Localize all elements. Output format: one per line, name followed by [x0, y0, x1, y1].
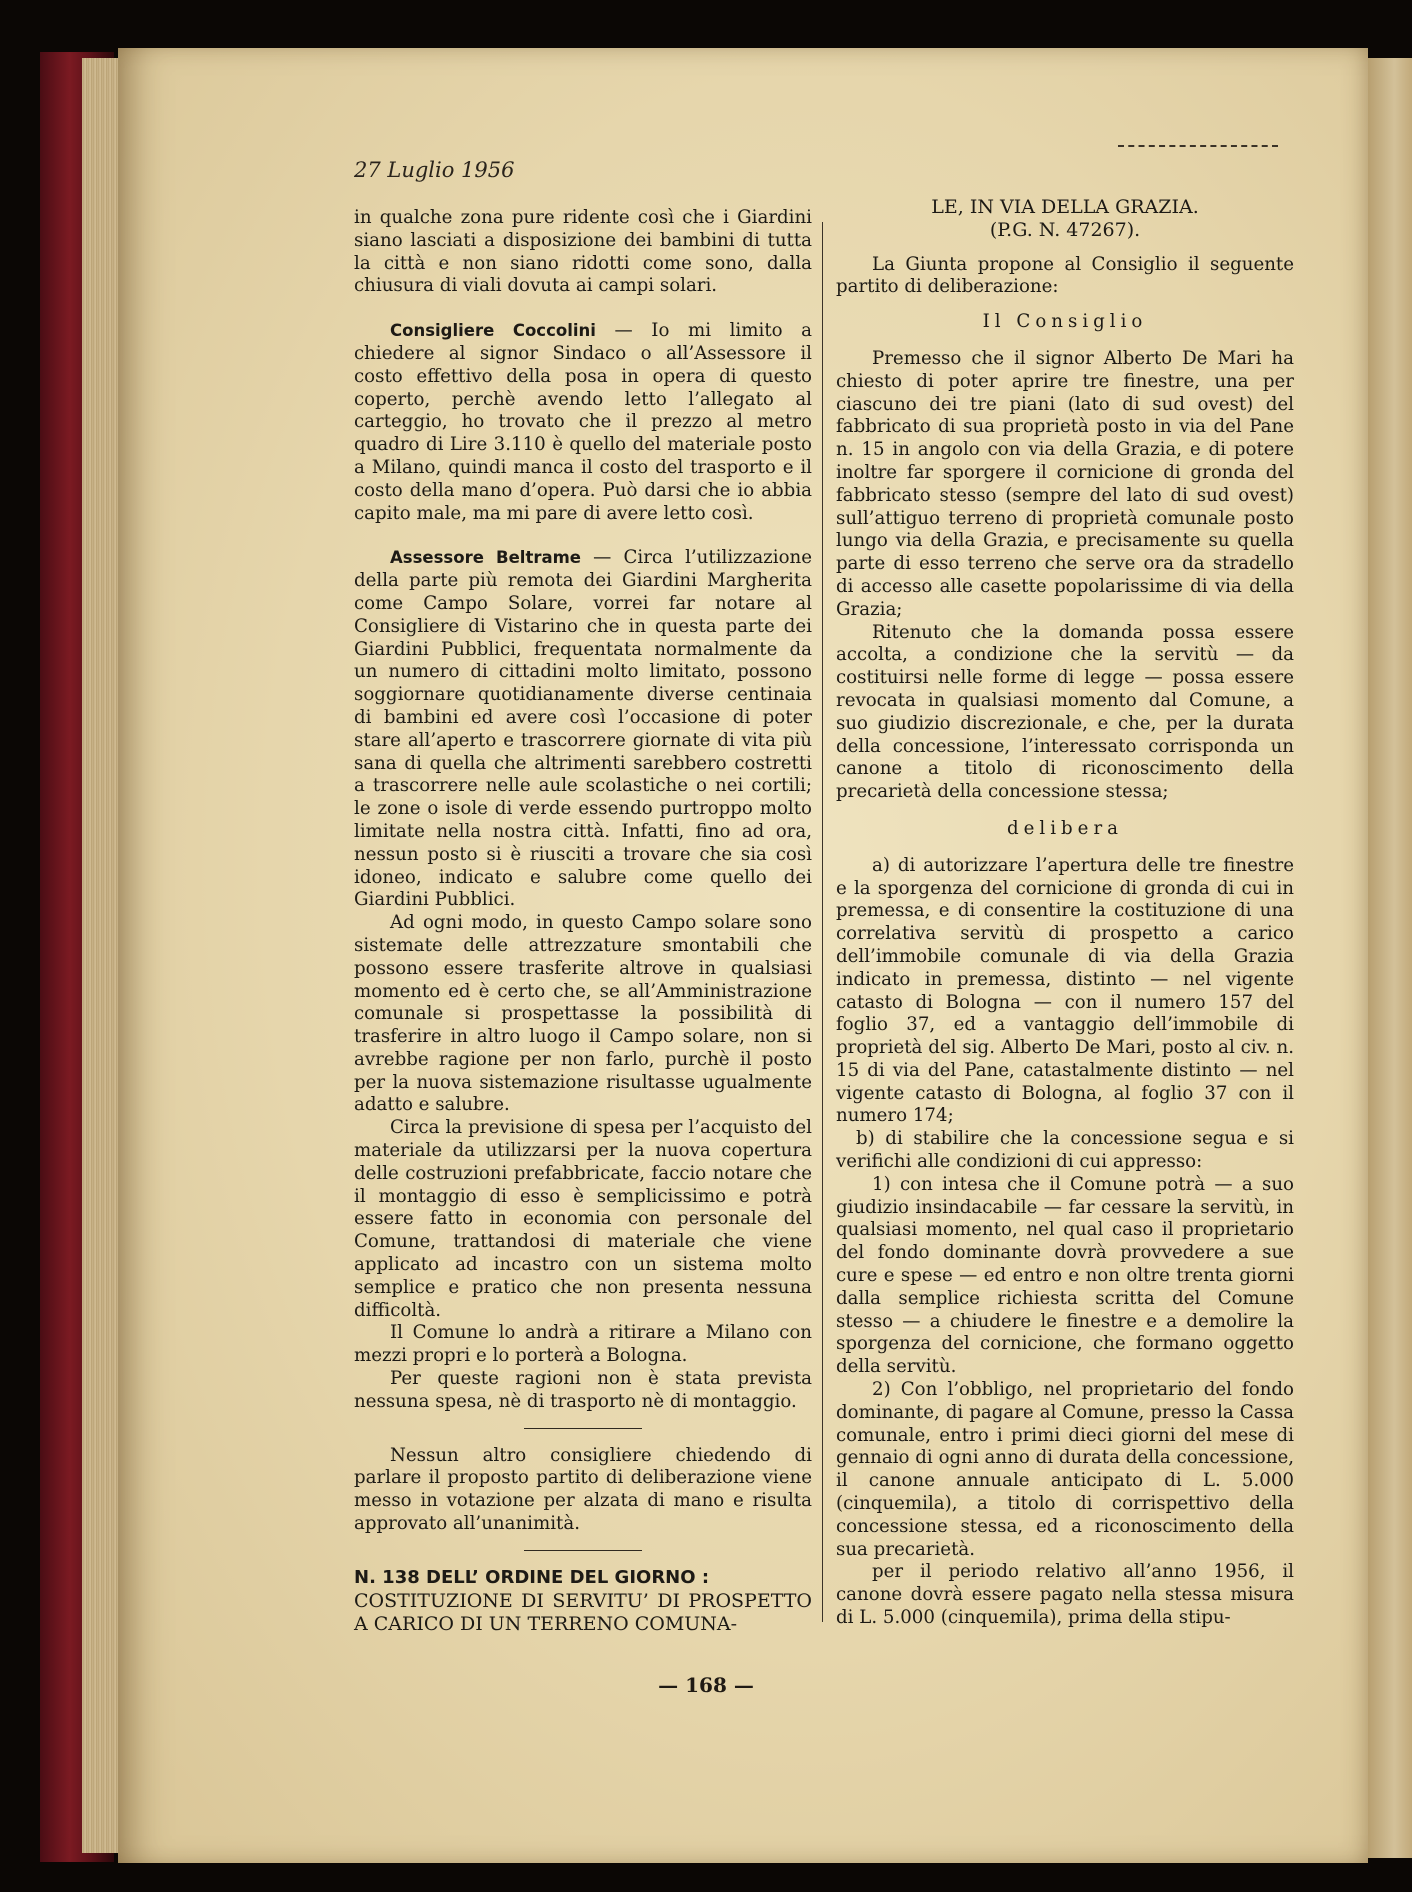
header-date: 27 Luglio 1956	[354, 158, 515, 182]
facing-page-edge	[1368, 58, 1412, 1858]
condition-2: 2) Con l’obbligo, nel proprietario del fondo dominante, di pagare al Comune, presso la Cassa comunale, entro i primi dieci giorni del mese di gennaio di ogni anno di durata della concessione, il canone annuale anticipato di L. 5.000 (cinquemila), a titolo di corrispettivo della concessione stessa, ed a riconoscimento della sua precarietà.	[836, 1379, 1294, 1560]
left-paragraph-5: Circa la previsione di spesa per l’acquisto del materiale da utilizzarsi per la nuova copertura delle costruzioni prefabbricate, faccio notare che il montaggio di esso è semplicissimo e potrà essere fatto in economia con personale del Comune, trattandosi di materiale che viene applicato ad incastro con un sistema molto semplice e pratico che non presenta nessuna difficoltà.	[354, 1117, 812, 1321]
left-paragraph-3	[354, 547, 812, 912]
left-paragraph-4: Ad ogni modo, in questo Campo solare sono sistemate delle attrezzature smontabili che possono essere trasferite altrove in qualsiasi momento ed è certo che, se all’Amministrazione comunale si prospettasse la possibilità di trasferire in altro luogo il Campo solare, non si avrebbe ragione per non farlo, purchè il posto per la nuova sistemazione risultasse ugualmente adatto e salubre.	[354, 912, 812, 1116]
coccolini-text: — Io mi limito a chiedere al signor Sindaco o all’Assessore il costo effettivo della posa in opera di questo coperto, perchè avendo letto l’allegato al carteggio, ho trovato che il prezzo al metro quadro di Lire 3.110 è quello del materiale posto a Milano, quindi manca il costo del trasporto e il costo della mano d’opera. Può darsi che io abbia capito male, ma mi pare di avere letto così.	[354, 320, 812, 524]
left-paragraph-6: Il Comune lo andrà a ritirare a Milano con mezzi propri e lo porterà a Bologna.	[354, 1322, 812, 1367]
council-heading: Il Consiglio	[982, 311, 1148, 333]
subject-heading-end: LE, IN VIA DELLA GRAZIA.	[931, 196, 1199, 218]
right-column	[836, 196, 1294, 1630]
header-rule	[1118, 145, 1278, 147]
left-column	[354, 207, 812, 1636]
page-number: — 168 —	[658, 1673, 754, 1697]
condition-1: 1) con intesa che il Comune potrà — a suo giudizio insindacabile — far cessare la servitù, in qualsiasi momento, nel qual caso il proprietario del fondo dominante dovrà provvedere a sue cure e spese — ed entro e non oltre trenta giorni dalla semplice richiesta scritta del Comune stesso — a chiudere le finestre e a demolire la sporgenza del cornicione, che formano oggetto della servitù.	[836, 1173, 1294, 1378]
resolves-heading: delibera	[1007, 817, 1123, 839]
item-b: b) di stabilire che la concessione segua e si verifichi alle condizioni di cui appresso:	[836, 1128, 1294, 1173]
right-paragraph-2: Premesso che il signor Alberto De Mari ha chiesto di poter aprire tre finestre, una per ciascuno dei tre piani (lato di sud ovest) del fabbricato di sua proprietà posto in via del Pane n. 15 in angolo con via della Grazia, e di potere inoltre far sporgere il cornicione di gronda del fabbricato stesso (sempre del lato di sud ovest) sull’attiguo terreno di proprietà comunale posto lungo via della Grazia, e precisamente su quella parte di esso terreno che serve ora da stradello di accesso alle casette popolarissime di via della Grazia;	[836, 347, 1294, 620]
right-paragraph-4: per il periodo relativo all’anno 1956, il canone dovrà essere pagato nella stessa misura di L. 5.000 (cinquemila), prima della stipu-	[836, 1561, 1294, 1629]
left-paragraph-7: Per queste ragioni non è stata prevista nessuna spesa, nè di trasporto nè di montaggio.	[354, 1368, 812, 1412]
right-paragraph-1: La Giunta propone al Consiglio il seguente partito di deliberazione:	[836, 253, 1294, 298]
order-number-heading: N. 138 DELL’ ORDINE DEL GIORNO :	[354, 1566, 710, 1588]
section-rule	[524, 1428, 642, 1429]
left-paragraph-1: in qualche zona pure ridente così che i Giardini siano lasciati a disposizione dei bambini di tutta la città e non siano ridotti come sono, dalla chiusura di viali dovuta ai campi solari.	[354, 207, 812, 297]
beltrame-text: — Circa l’utilizzazione della parte più remota dei Giardini Margherita come Campo Solare, vorrei far notare al Consigliere di Vistarino che in questa parte dei Giardini Pubblici, frequentata normalmente da un numero di cittadini molto limitato, possono soggiornare quotidianamente diverse centinaia di bambini ed avere così l’occasione di poter stare all’aperto e trascorrere giornate di vita più sana di quella che altrimenti sarebbero costretti a trascorrere nelle aule scolastiche o nei cortili; le zone o isole di verde essendo purtroppo molto limitate nella nostra città. Infatti, fino ad ora, nessun posto si è riusciti a trovare che sia così idoneo, indicato e salubre come quello dei Giardini Pubblici.	[354, 547, 812, 911]
right-paragraph-3: Ritenuto che la domanda possa essere accolta, a condizione che la servitù — da costituirsi nelle forme di legge — possa essere revocata in qualsiasi momento dal Comune, a suo giudizio discrezionale, e che, per la durata della concessione, l’interessato corrisponda un canone a titolo di riconoscimento della precarietà della concessione stessa;	[836, 621, 1294, 803]
left-paragraph-2	[354, 320, 812, 525]
left-paragraph-8: Nessun altro consigliere chiedendo di parlare il proposto partito di deliberazione viene messo in votazione per alzata di mano e risulta approvato all’unanimità.	[354, 1444, 812, 1535]
item-a: a) di autorizzare l’apertura delle tre finestre e la sporgenza del cornicione di gronda di cui in premessa, e di consentire la costituzione di una correlativa servitù di prospetto a carico dell’immobile comunale di via della Grazia indicato in premessa, distinto — nel vigente catasto di Bologna — con il numero 157 del foglio 37, ed a vantaggio dell’immobile di proprietà del sig. Alberto De Mari, posto al civ. n. 15 di via del Pane, catastalmente distinto — nel vigente catasto di Bologna, al foglio 37 con il numero 174;	[836, 854, 1294, 1127]
speaker-beltrame: Assessore Beltrame	[390, 548, 581, 568]
pg-number: (P.G. N. 47267).	[989, 218, 1141, 241]
section-rule-2	[524, 1550, 642, 1551]
speaker-coccolini: Consigliere Coccolini	[390, 321, 596, 341]
column-divider	[822, 222, 823, 1622]
subject-heading-start: COSTITUZIONE DI SERVITU’ DI PROSPETTO A CARICO DI UN TERRENO COMUNA-	[354, 1589, 812, 1635]
